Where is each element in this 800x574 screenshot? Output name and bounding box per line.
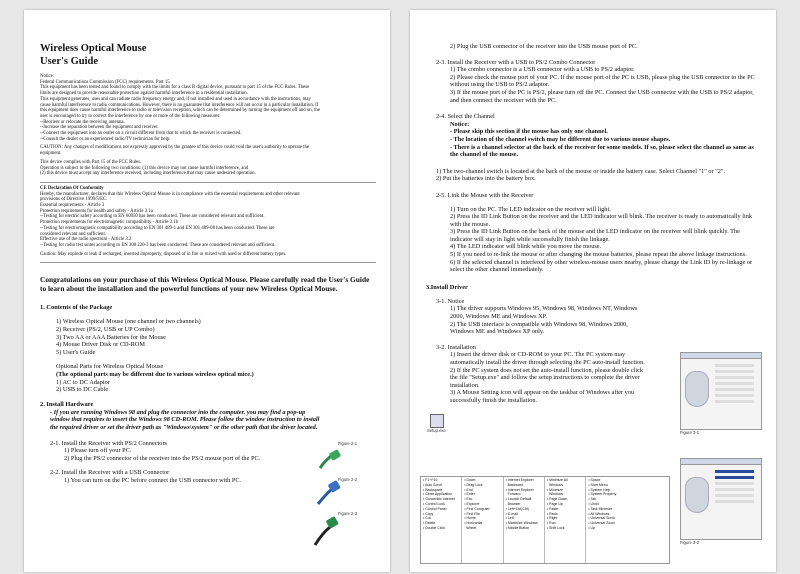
left-page — [24, 10, 390, 572]
right-page — [410, 10, 776, 572]
list-item: 2) USB to DC Cable — [56, 386, 109, 394]
section-3-2-title: 3-2. Installation — [436, 343, 476, 351]
doc-title: Wireless Optical Mouse — [40, 43, 147, 54]
divider — [40, 182, 376, 183]
list-item: 2) The USB interface is compatible with Windows 98, Windows 2000, Windows ME and Windows XP only. — [450, 320, 628, 336]
figure-caption: Figure 2-3 — [338, 511, 358, 516]
table-column: • Space • Start Menu • System Help • System Property • Tab • Undo • Task Minimize • All Windows • Universal Scroll • Universal Zoom • Up — [588, 478, 617, 530]
table-column: • Down • Drag Lock • End • Enter • Esc • Explorer • Find Computer • Find File • Home • Horizontal Wheel — [462, 477, 503, 563]
section-2-3-title: 2-3. Install the Receiver with a USB to PS/2 Combo Connector — [436, 58, 596, 66]
table-column: • Minimize All Windows • Minimize Windows • Page Down • Page Up • Paste • Redo • Right • Run • Shift Lock — [545, 477, 586, 563]
list-item: 4) The LED indicator will blink while you move the mouse. — [450, 243, 602, 251]
contents-list — [40, 318, 376, 356]
list-item: 1) Please turn off your PC. — [64, 447, 132, 455]
list-item: 3) Two AA or AAA Batteries for the Mouse — [56, 333, 166, 341]
caution-text: CAUTION: Any changes of modifications not expressly approved by the grantee of this device could void the user's authority to operate the equipment. — [40, 145, 310, 157]
list-item: 5) User's Guide — [56, 348, 96, 356]
combo-plug-figure — [312, 515, 342, 549]
contents-heading: 1. Contents of the Package — [40, 304, 113, 312]
ps2-plug-figure — [316, 448, 342, 476]
notice-item: - Please skip this section if the mouse has only one channel. — [450, 128, 608, 136]
list-item: 3) If the mouse port of the PC is PS/2, please turn off the PC. Connect the USB connector with the USB to PS/2 adaptor, and then connect the receiver with the PC. — [450, 88, 754, 104]
list-item: 5) If you need to re-link the mouse or after changing the mouse batteries, please repeat the above linkage instructions. — [450, 251, 747, 259]
part15-text: This device complies with Part 15 of the FCC Rules. Operation is subject to the following two conditions: (1) this device may not cause harmful interference, and (2) this device must accept any interference received, including interference that may cause undesired operation. — [40, 159, 256, 177]
divider — [40, 262, 376, 263]
list-item: 3) Press the ID Link Button on the back of the mouse and the LED indicator on the receiver will blink quickly. The indicator will stay in light while successfully finish the linkage. — [450, 228, 740, 243]
list-item: 2) Please check the mouse port of your PC. If the mouse port of the PC is USB, please plug the USB connector to the PC without using the USB to PS/2 adaptor. — [450, 73, 755, 89]
setup-icon-label: Setup.exe — [427, 428, 446, 433]
install-heading: 2. Install Hardware — [40, 400, 94, 408]
table-column: • F1~F10 • Auto Scroll • Backspace • Close Application • Concentric Internet • Control Lock • Control Panel • Copy • Cut • Delete • Double Click — [421, 477, 462, 563]
list-item: 1) The combo connector is a USB connector with a USB to PS/2 adaptor. — [450, 66, 635, 74]
mouse-image — [685, 477, 709, 513]
figure-caption: Figure 2-2 — [338, 477, 358, 482]
fcc-notice: Notice: Federal Communications Commission (FCC) requirements, Part 15 This equipment has been tested and found to comply with the limits for a class B digital device, pursuant to part 15 of the FCC Rules. These limits are designed to provide reasonable protection against harmful interference in a residential installation. This equipment generates, uses and can radiate radio frequency energy and, if not installed and used in accordance with the instructions, may cause harmful interference to radio communications. However, there is no guarantee that interference will not occur in a particular installation. If this equipment does cause harmful interference to radio or television reception, which can be determined by turning the equipment off and on, the user is encouraged to try to correct the interference by one or more of the following measures: --Reorient or relocate the receiving antenna. --Increase the separation between the equipment and receiver. --Connect the equipment into an outlet on a circuit different from that to which the receiver is connected. --Consult the dealer or an experienced radio/TV technician for help. — [40, 74, 320, 142]
figure-caption: Figure 3-2 — [680, 540, 700, 545]
list-item: 2) Put the batteries into the battery box. — [436, 175, 536, 183]
list-item: 1) The two-channel switch is located at the back of the mouse or inside the battery case. Select Channel "1" or "2". — [436, 167, 726, 175]
list-item: 1) Turn on the PC. The LED indicator on the receiver will light. — [450, 205, 611, 213]
section-2-1-title: 2-1. Install the Receiver with PS/2 Connectors — [50, 439, 167, 447]
notice-label: Notice: — [450, 120, 470, 128]
list-item: 1) Wireless Optical Mouse (one channel or two channels) — [56, 318, 201, 326]
section-3-1-title: 3-1. Notice — [436, 297, 465, 305]
setup-exe-icon — [430, 414, 444, 428]
list-item: 3) A Mouse Setting icon will appear on the taskbar of Windows after you successfully finish the installation. — [450, 389, 635, 404]
table-column: • Internet Explorer Backward • Internet Explorer Forward • Launch Default Browser • Left+Ctrl(Ctrl) • E-mail • Left • Maximize Windows • Middle Button — [504, 477, 545, 563]
battery-caution: Caution: May explode or leak if recharged, inserted improperly, disposed of in fire or mixed with used or different battery types. — [40, 251, 287, 257]
optional-note: (The optional parts may be different due to various wireless optical mice.) — [56, 370, 254, 378]
usb-plug-figure — [314, 480, 342, 510]
ce-text: Hereby, the manufacturer, declares that this Wireless Optical Mouse is in compliance with the essential requirements and other relevant provisions of Directive 1999/5/EC. Essential requirements - Article 3 Protection requirements for health and safety - Article 3.1a --Testing for electric safety according to EN 60950 has been conducted. These are considered relevant and sufficient. Protection requirements for electromagnetic compatibility - Article 3.1b --Testing for electromagnetic compatibility according to EN 301 489-1 and EN 301 489-08 has been conducted. These are considered relevant and sufficient. Effective use of the radio spectrum - Article 3.2 --Testing for radio test suites according to EN 300 220-3 has been conducted. These are considered relevant and sufficient. — [40, 191, 300, 248]
notice-item: - There is a channel selector at the back of the receiver for some models. If so, please select the channel as same as the channel of the mouse. — [450, 143, 754, 159]
doc-subtitle: User's Guide — [40, 56, 99, 67]
list-item: 2) Press the ID Link Button on the receiver and the LED indicator will blink. The receiver is ready to automatically link with the mouse. — [450, 213, 753, 228]
figure-caption: Figure 2-1 — [338, 441, 358, 446]
list-item: 1) AC to DC Adaptor — [56, 378, 110, 386]
list-item: 1) You can turn on the PC before connect the USB connector with PC. — [64, 476, 242, 484]
ce-heading: CE Declaration Of Conformity — [40, 185, 104, 191]
mouse-image — [685, 371, 709, 407]
list-item: 6) If the selected channel is interfered by other wireless-mouse users nearby, please change the Link ID by re-linkage or select the other channel immediately. — [450, 258, 753, 274]
figure-caption: Figure 3-1 — [680, 430, 700, 435]
optional-heading: Optional Parts for Wireless Optical Mouse — [56, 363, 164, 371]
optional-parts — [40, 363, 376, 393]
list-item: 2) Plug the USB connector of the receiver into the USB mouse port of PC. — [450, 43, 638, 50]
install-warning: - If you are running Windows 98 and plug the connector into the computer, you may find a pop-up window that requires to insert the Windows 98 CD-ROM. Please follow the window instruction to install the required driver or set the driver path as "Windows\system" or the other path that the driver located. — [50, 408, 320, 431]
congrats-text: Congratulations on your purchase of this Wireless Optical Mouse. Please carefully read the User's Guide to learn about the installation and the powerful functions of your new Wireless Optical Mouse. — [40, 275, 370, 294]
section-3-title: 3.Install Driver — [426, 283, 468, 291]
section-2-4-title: 2-4. Select the Channel — [436, 113, 495, 121]
section-2-2-title: 2-2. Install the Receiver with a USB Connector — [50, 469, 170, 477]
mouse-settings-dialog-2 — [680, 458, 762, 540]
section-2-5-title: 2-5. Link the Mouse with the Receiver — [436, 191, 534, 199]
list-item: 1) The driver supports Windows 95, Windows 98, Windows NT, Windows 2000, Windows ME and Windows XP. — [450, 305, 638, 321]
list-item: 2) Plug the PS/2 connector of the receiver into the PS/2 mouse port of the PC. — [64, 454, 261, 462]
list-item: 2) If the PC system does not set the auto-install function, please double click the file "Setup.exe" and follow the setup instructions to complete the driver installation. — [450, 366, 644, 389]
list-item: 1) Insert the driver disk or CD-ROM to your PC. The PC system may automatically install the driver through selecting the PC auto-install function. — [450, 351, 645, 366]
notice-item: - The location of the channel switch may be different due to various mouse shapes. — [450, 135, 671, 143]
list-item: 4) Mouse Driver Disk or CD-ROM — [56, 341, 146, 349]
button-functions-table — [420, 476, 670, 564]
mouse-settings-dialog-1 — [680, 352, 762, 430]
list-item: 2) Receiver (PS/2, USB or UP Combo) — [56, 325, 155, 333]
